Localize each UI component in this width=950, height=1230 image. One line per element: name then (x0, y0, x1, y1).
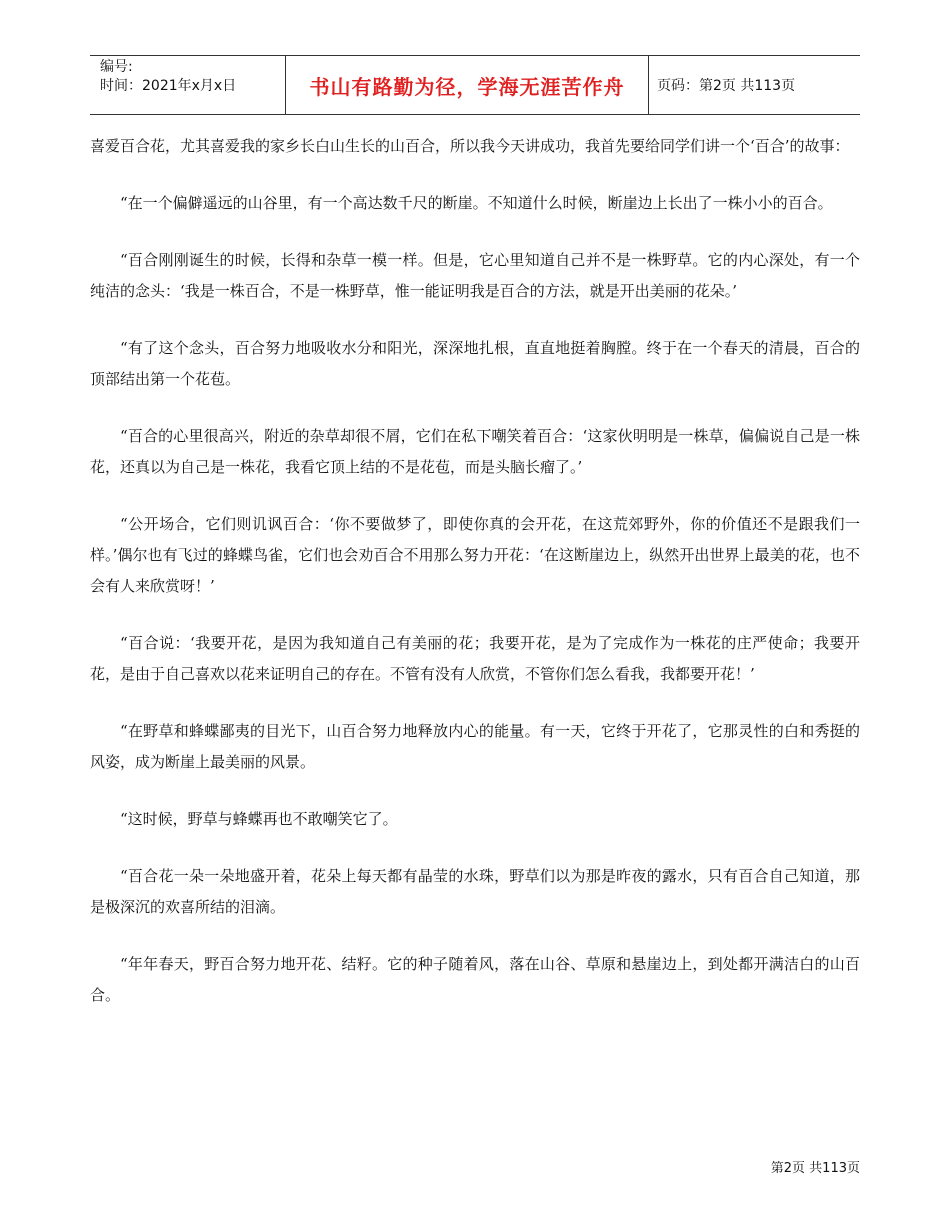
document-date: 时间：2021年x月x日 (100, 78, 237, 94)
document-body (90, 131, 860, 1037)
header-motto: 书山有路勤为径，学海无涯苦作舟 (286, 56, 649, 114)
paragraph: “公开场合，它们则讥讽百合：‘你不要做梦了，即使你真的会开花，在这荒郊野外，你的价值还不是跟我们一样。’偶尔也有飞过的蜂蝶鸟雀，它们也会劝百合不用那么努力开花：‘在这断崖边上，纵然开出世界上最美的花，也不会有人来欣赏呀！’ (90, 515, 860, 595)
paragraph: “有了这个念头，百合努力地吸收水分和阳光，深深地扎根，直直地挺着胸膛。终于在一个春天的清晨，百合的顶部结出第一个花苞。 (90, 339, 860, 388)
paragraph: “百合花一朵一朵地盛开着，花朵上每天都有晶莹的水珠，野草们以为那是昨夜的露水，只有百合自己知道，那是极深沉的欢喜所结的泪滴。 (90, 867, 860, 916)
page-header (90, 55, 860, 115)
header-page-info: 页码：第2页 共113页 (657, 78, 796, 94)
paragraph: “在一个偏僻遥远的山谷里，有一个高达数千尺的断崖。不知道什么时候，断崖边上长出了一株小小的百合。 (120, 194, 833, 212)
paragraph: “百合的心里很高兴，附近的杂草却很不屑，它们在私下嘲笑着百合：‘这家伙明明是一株草，偏偏说自己是一株花，还真以为自己是一株花，我看它顶上结的不是花苞，而是头脑长瘤了。’ (90, 427, 860, 476)
paragraph: “年年春天，野百合努力地开花、结籽。它的种子随着风，落在山谷、草原和悬崖边上，到处都开满洁白的山百合。 (90, 955, 860, 1004)
paragraph: “在野草和蜂蝶鄙夷的目光下，山百合努力地释放内心的能量。有一天，它终于开花了，它那灵性的白和秀挺的风姿，成为断崖上最美丽的风景。 (90, 722, 860, 771)
paragraph: “百合刚刚诞生的时候，长得和杂草一模一样。但是，它心里知道自己并不是一株野草。它的内心深处，有一个纯洁的念头：‘我是一株百合，不是一株野草，惟一能证明我是百合的方法，就是开出美丽的花朵。’ (90, 251, 860, 300)
paragraph: “百合说：‘我要开花，是因为我知道自己有美丽的花；我要开花，是为了完成作为一株花的庄严使命；我要开花，是由于自己喜欢以花来证明自己的存在。不管有没有人欣赏，不管你们怎么看我，我都要开花！’ (90, 634, 860, 683)
header-meta (90, 56, 286, 114)
document-number-label: 编号: (100, 59, 133, 75)
page-footer: 第2页 共113页 (770, 1161, 860, 1176)
paragraph: 喜爱百合花，尤其喜爱我的家乡长白山生长的山百合，所以我今天讲成功，我首先要给同学们讲一个‘百合’的故事： (90, 137, 850, 155)
paragraph: “这时候，野草与蜂蝶再也不敢嘲笑它了。 (120, 810, 398, 828)
